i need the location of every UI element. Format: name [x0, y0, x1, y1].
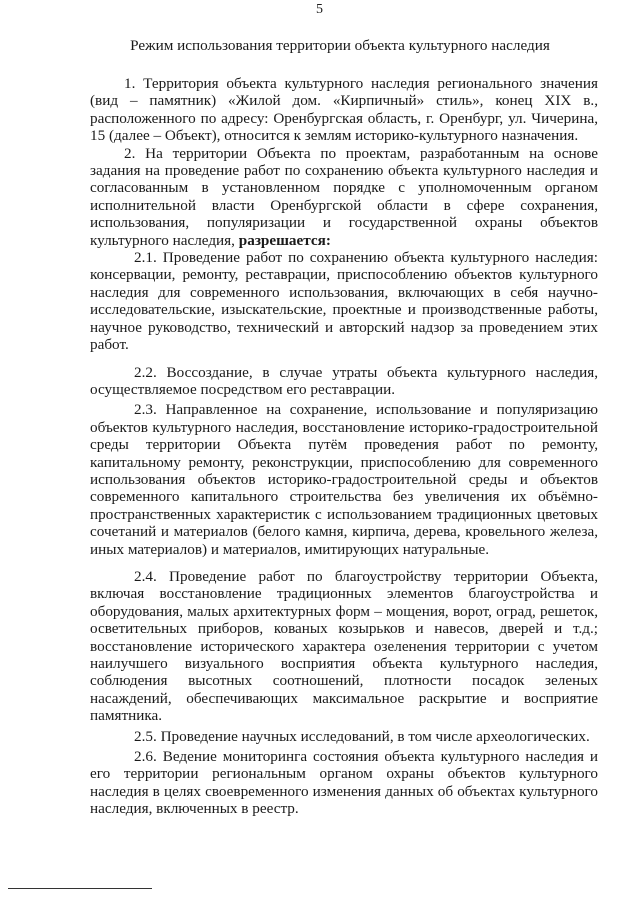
paragraph-1: 1. Территория объекта культурного наследия регионального значения (вид – памятник) «Жилой дом. «Кирпичный» стиль», конец XIX в., расположенного по адресу: Оренбургская область, г. Оренбург, ул. Чичерина, 15 (далее – Объект), относится к землям историко-культурного назначения. [90, 75, 598, 145]
paragraph-2-5: 2.5. Проведение научных исследований, в том числе археологических. [134, 727, 590, 745]
paragraph-2-4: 2.4. Проведение работ по благоустройству территории Объекта, включая восстановление традиционных элементов благоустройства и оборудования, малых архитектурных форм – мощения, ворот, оград, решеток, осветительных приборов, кованых козырьков и навесов, дверей и т.д.; восстановление исторического характера озеленения территории с учетом наилучшего визуального восприятия объекта культурного наследия, соблюдения высотных соотношений, плотности посадок зеленых насаждений, обеспечивающих максимальное раскрытие и восприятие памятника. [90, 567, 598, 725]
paragraph-2-3: 2.3. Направленное на сохранение, использование и популяризацию объектов культурного наследия, восстановление историко-градостроительной среды территории Объекта путём проведения работ по ремонту, капитальному ремонту, реконструкции, приспособлению для современного использования объектов историко-градостроительной среды и объектов современного капитального строительства без увеличения их объёмно-пространственных характеристик с использованием традиционных цветовых сочетаний и материалов (белого камня, кирпича, дерева, кровельного железа, иных материалов) и материалов, имитирующих натуральные. [90, 401, 598, 558]
paragraph-2 [90, 145, 598, 249]
paragraph-2-emphasis: разрешается: [238, 231, 331, 249]
paragraph-2-2: 2.2. Воссоздание, в случае утраты объекта культурного наследия, осуществляемое посредством его реставрации. [90, 363, 598, 398]
paragraph-2-6: 2.6. Ведение мониторинга состояния объекта культурного наследия и его территории региональным органом охраны объектов культурного наследия в целях своевременного изменения данных об объектах культурного наследия, включенных в реестр. [90, 748, 598, 818]
footnote-separator [8, 888, 152, 889]
document-title: Режим использования территории объекта культурного наследия [130, 37, 550, 54]
document-body [90, 75, 598, 818]
paragraph-2-text: 2. На территории Объекта по проектам, разработанным на основе задания на проведение работ по сохранению объекта культурного наследия и согласованным в установленном порядке с уполномоченным органом исполнительной власти Оренбургской области в сфере сохранения, использования, популяризации и государственной охраны объектов культурного наследия, [90, 144, 598, 249]
page-number: 5 [316, 2, 323, 17]
paragraph-2-1: 2.1. Проведение работ по сохранению объекта культурного наследия: консервации, ремонту, реставрации, приспособлению объектов культурного наследия для современного использования, включающих в себя научно-исследовательские, изыскательские, проектные и производственные работы, научное руководство, технический и авторский надзор за проведением этих работ. [90, 249, 598, 354]
